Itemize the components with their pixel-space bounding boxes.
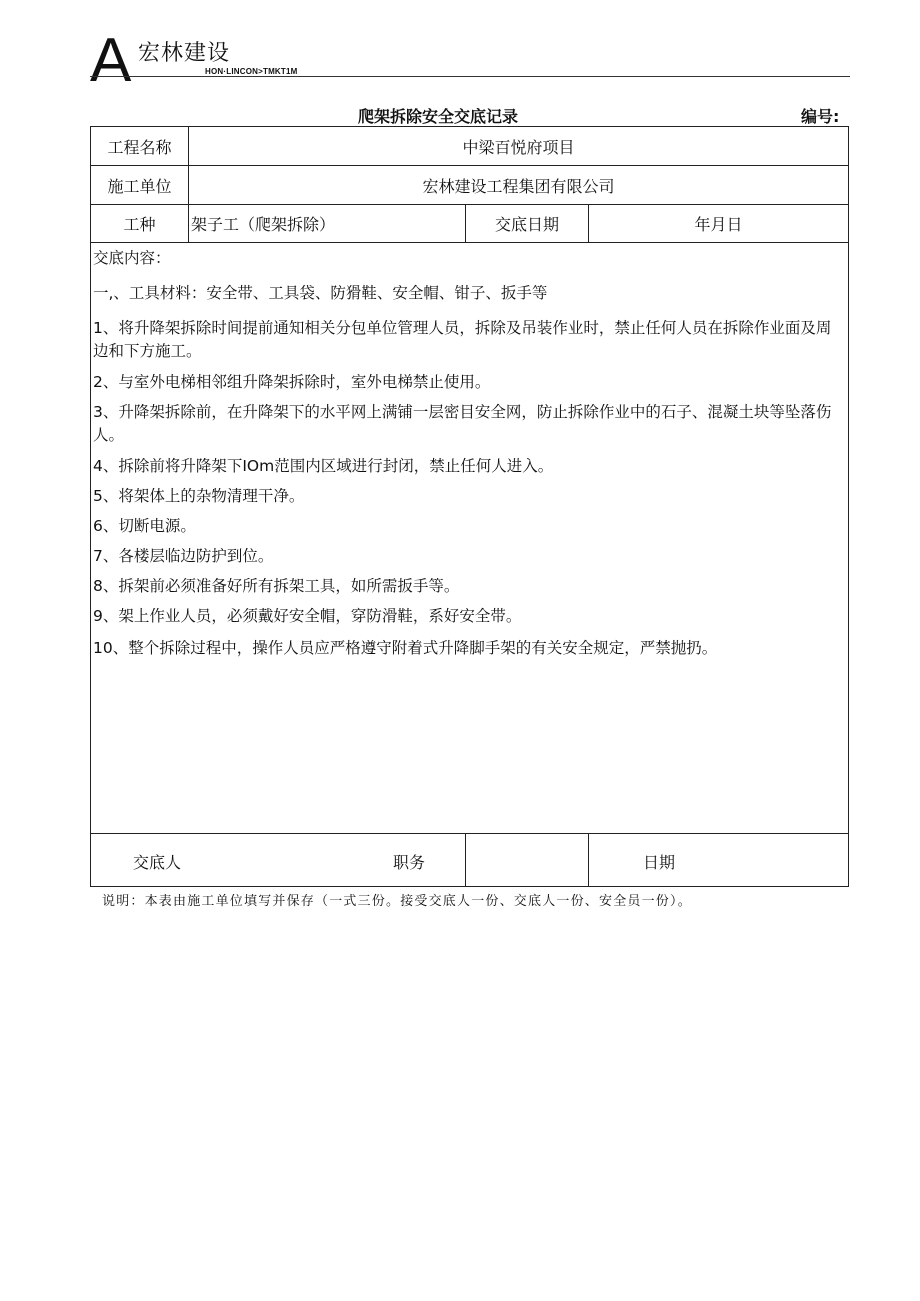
logo-letter: A bbox=[90, 26, 132, 95]
content-item: 2、与室外电梯相邻组升降架拆除时，室外电梯禁止使用。 bbox=[93, 373, 491, 391]
project-name-value: 中梁百悦府项目 bbox=[189, 127, 849, 166]
content-item: 9、架上作业人员，必须戴好安全帽，穿防滑鞋，系好安全带。 bbox=[93, 607, 522, 625]
content-item: 4、拆除前将升降架下IOm范围内区域进行封闭，禁止任何人进入。 bbox=[93, 457, 554, 475]
content-item: 7、各楼层临边防护到位。 bbox=[93, 547, 274, 565]
position-label: 职务 bbox=[393, 853, 426, 872]
content-row bbox=[91, 243, 849, 834]
construction-unit-label: 施工单位 bbox=[91, 166, 189, 205]
document-title: 爬架拆除安全交底记录 bbox=[358, 107, 519, 126]
form-note: 说明：本表由施工单位填写并保存（一式三份。接受交底人一份、交底人一份、安全员一份）。 bbox=[102, 894, 692, 909]
content-item: 3、升降架拆除前，在升降架下的水平网上满铺一层密目安全网，防止拆除作业中的石子、混凝土块等坠落伤人。 bbox=[93, 403, 832, 444]
trade-value: 架子工（爬架拆除） bbox=[189, 205, 466, 243]
header-divider bbox=[90, 76, 850, 77]
construction-unit-value: 宏林建设工程集团有限公司 bbox=[189, 166, 849, 205]
content-item: 1、将升降架拆除时间提前通知相关分包单位管理人员，拆除及吊装作业时，禁止任何人员在拆除作业面及周边和下方施工。 bbox=[93, 319, 832, 360]
company-name-en: HON·LINCON>TMKT1M bbox=[205, 67, 298, 76]
signature-date-label: 日期 bbox=[643, 853, 676, 872]
briefing-date-value: 年月日 bbox=[589, 205, 849, 243]
briefing-date-label: 交底日期 bbox=[466, 205, 589, 243]
briefing-form-table bbox=[90, 126, 849, 887]
signature-row bbox=[91, 834, 849, 887]
trade-label: 工种 bbox=[91, 205, 189, 243]
position-value bbox=[466, 834, 589, 887]
project-name-label: 工程名称 bbox=[91, 127, 189, 166]
trade-row bbox=[91, 205, 849, 243]
content-item: 10、整个拆除过程中，操作人员应严格遵守附着式升降脚手架的有关安全规定，严禁抛扔。 bbox=[93, 639, 718, 657]
company-name-cn: 宏林建设 bbox=[138, 41, 231, 66]
date-cell bbox=[589, 834, 849, 887]
briefing-content bbox=[91, 243, 849, 834]
document-number-label: 编号: bbox=[801, 107, 840, 126]
content-heading: 交底内容： bbox=[93, 249, 171, 267]
content-item: 一,、工具材料：安全带、工具袋、防猾鞋、安全帽、钳子、扳手等 bbox=[93, 284, 548, 302]
presenter-label: 交底人 bbox=[133, 853, 182, 872]
content-item: 8、拆架前必须准备好所有拆架工具，如所需扳手等。 bbox=[93, 577, 460, 595]
content-item: 5、将架体上的杂物清理干净。 bbox=[93, 487, 305, 505]
unit-row bbox=[91, 166, 849, 205]
content-item: 6、切断电源。 bbox=[93, 517, 196, 535]
project-row bbox=[91, 127, 849, 166]
presenter-cell bbox=[91, 834, 466, 887]
